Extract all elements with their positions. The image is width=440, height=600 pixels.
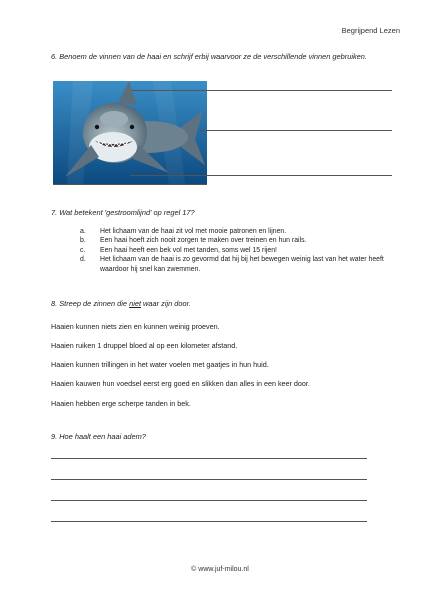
question-8 — [51, 298, 191, 309]
answer-line[interactable] — [51, 500, 367, 501]
option-label: a. — [80, 228, 86, 235]
statement-5[interactable]: Haaien hebben erge scherpe tanden in bek. — [51, 399, 191, 408]
question-6: 6. Benoem de vinnen van de haai en schrijf erbij waarvoor ze de verschillende vinnen gebruiken. — [51, 52, 367, 61]
question-8-emphasis: niet — [129, 299, 141, 308]
options-list — [80, 227, 410, 274]
option-text: Een haai heeft een bek vol met tanden, soms wel 15 rijen! — [100, 246, 277, 254]
answer-line[interactable] — [200, 130, 392, 131]
question-9: 9. Hoe haalt een haai adem? — [51, 432, 146, 441]
option-c[interactable] — [80, 246, 410, 255]
question-8-prefix: 8. Streep de zinnen die — [51, 299, 130, 308]
option-text: Het lichaam van de haai is zo gevormd dat hij bij het bewegen weinig last van het water heeft waardoor hij snel kan zwemmen. — [100, 256, 384, 273]
statement-1[interactable]: Haaien kunnen niets zien en kunnen weinig proeven. — [51, 322, 220, 331]
statement-3[interactable]: Haaien kunnen trillingen in het water voelen met gaatjes in hun huid. — [51, 360, 269, 369]
header-title: Begrijpend Lezen — [341, 26, 400, 35]
option-label: d. — [80, 256, 86, 264]
statement-2[interactable]: Haaien ruiken 1 druppel bloed al op een kilometer afstand. — [51, 341, 238, 350]
statement-4[interactable]: Haaien kauwen hun voedsel eerst erg goed en slikken dan alles in een keer door. — [51, 379, 310, 388]
shark-photo — [53, 81, 207, 184]
answer-line[interactable] — [130, 175, 392, 176]
shark-illustration — [53, 81, 207, 184]
option-a[interactable] — [80, 227, 410, 236]
question-8-suffix: waar zijn door. — [141, 299, 191, 308]
answer-line[interactable] — [51, 458, 367, 459]
answer-line[interactable] — [51, 479, 367, 480]
answer-line[interactable] — [51, 521, 367, 522]
question-7: 7. Wat betekent 'gestroomlijnd' op regel 17? — [51, 208, 195, 217]
answer-line[interactable] — [132, 90, 392, 91]
footer-copyright: © www.juf-milou.nl — [191, 566, 249, 573]
option-b[interactable] — [80, 236, 410, 245]
option-text: Het lichaam van de haai zit vol met mooie patronen en lijnen. — [100, 228, 287, 235]
answer-line[interactable] — [53, 184, 207, 185]
option-label: c. — [80, 246, 86, 254]
option-d[interactable] — [80, 255, 410, 274]
option-label: b. — [80, 237, 86, 245]
option-text: Een haai hoeft zich nooit zorgen te maken over treinen en hun rails. — [100, 237, 307, 245]
